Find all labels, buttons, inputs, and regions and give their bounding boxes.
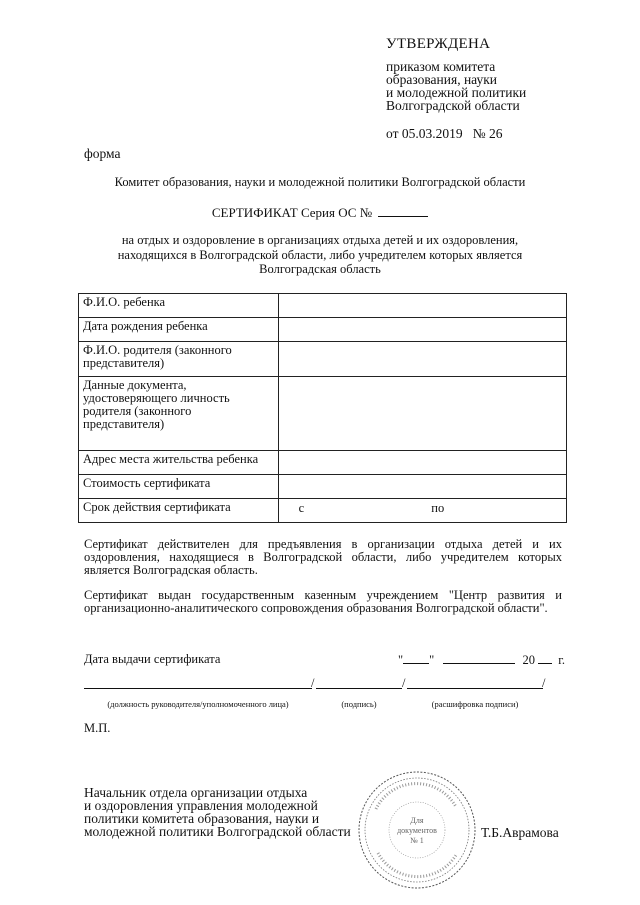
issue-date-field[interactable] <box>398 652 565 668</box>
certificate-data-table <box>78 293 567 523</box>
separator-slash: / <box>402 676 406 690</box>
row-label: Адрес места жительства ребенка <box>79 451 279 475</box>
position-caption: (должность руководителя/уполномоченного лица) <box>107 699 289 709</box>
chief-line: и оздоровления управления молодежной <box>84 798 318 813</box>
decoding-caption: (расшифровка подписи) <box>431 699 519 709</box>
table-row <box>79 342 567 377</box>
certificate-purpose <box>0 233 640 277</box>
issuer-paragraph: Сертификат выдан государственным казенным учреждением "Центр развития и организационно-аналитического сопровождения образования Волгоградской области". <box>84 588 562 615</box>
approval-line: приказом комитета <box>386 59 496 74</box>
issue-date-label: Дата выдачи сертификата <box>84 652 221 666</box>
stamp-text: № 1 <box>410 836 424 845</box>
chief-line: молодежной политики Волгоградской области <box>84 824 351 839</box>
year-suffix: г. <box>558 653 566 667</box>
issue-month-blank[interactable] <box>443 652 515 664</box>
validity-to-label: по <box>431 501 445 515</box>
row-value[interactable] <box>278 342 566 377</box>
signature-caption: (подпись) <box>341 699 377 709</box>
quote-close: " <box>429 653 435 667</box>
certificate-title <box>0 204 640 221</box>
row-label: Срок действия сертификата <box>79 499 279 523</box>
chief-surname: Т.Б.Аврамова <box>481 825 559 840</box>
approval-title: УТВЕРЖДЕНА <box>386 36 491 52</box>
committee-name: Комитет образования, науки и молодежной политики Волгоградской области <box>114 175 526 189</box>
chief-position <box>84 786 351 838</box>
row-value[interactable] <box>278 451 566 475</box>
row-label: Данные документа, удостоверяющего личность родителя (законного представителя) <box>79 377 279 451</box>
chief-line: политики комитета образования, науки и <box>84 811 320 826</box>
certificate-title-text: СЕРТИФИКАТ Серия ОС № <box>211 205 373 220</box>
approval-date: от 05.03.2019 № 26 <box>386 126 503 141</box>
row-value[interactable] <box>278 318 566 342</box>
row-label: Ф.И.О. ребенка <box>79 294 279 318</box>
approval-line: и молодежной политики <box>386 85 527 100</box>
validity-paragraph: Сертификат действителен для предъявления в организации отдыха детей и их оздоровления, находящиеся в Волгоградской области, либо учредителем которых является Волгоградская область. <box>84 537 562 577</box>
row-label: Стоимость сертификата <box>79 475 279 499</box>
row-label: Дата рождения ребенка <box>79 318 279 342</box>
form-label: форма <box>84 146 121 161</box>
validity-value[interactable] <box>278 499 566 523</box>
purpose-line: находящихся в Волгоградской области, либо учредителем которых является <box>117 247 523 262</box>
position-line[interactable] <box>84 688 312 689</box>
official-stamp-icon <box>356 769 478 891</box>
table-row <box>79 451 567 475</box>
signature-line[interactable] <box>316 688 402 689</box>
row-value[interactable] <box>278 475 566 499</box>
chief-line: Начальник отдела организации отдыха <box>84 785 308 800</box>
table-row <box>79 475 567 499</box>
year-prefix: 20 <box>522 653 535 667</box>
seal-place-label: М.П. <box>84 721 111 735</box>
row-value[interactable] <box>278 294 566 318</box>
separator-slash: / <box>542 676 546 690</box>
row-value[interactable] <box>278 377 566 451</box>
separator-slash: / <box>311 676 315 690</box>
purpose-line: Волгоградская область <box>259 262 381 276</box>
quote-open: " <box>398 653 404 667</box>
issue-year-blank[interactable] <box>538 652 552 664</box>
decoding-line[interactable] <box>407 688 543 689</box>
approval-order-text <box>386 60 526 112</box>
approval-line: образования, науки <box>386 72 498 87</box>
validity-from-label: с <box>298 501 305 515</box>
purpose-line: на отдых и оздоровление в организациях отдыха детей и их оздоровления, <box>121 233 519 247</box>
table-row <box>79 318 567 342</box>
table-row <box>79 499 567 523</box>
table-row <box>79 294 567 318</box>
stamp-text: Для <box>410 816 424 825</box>
stamp-text: документов <box>397 826 437 835</box>
certificate-number-field[interactable] <box>378 204 428 217</box>
row-label: Ф.И.О. родителя (законного представителя) <box>79 342 279 377</box>
table-row <box>79 377 567 451</box>
issue-day-blank[interactable] <box>403 652 429 664</box>
approval-line: Волгоградской области <box>386 98 520 113</box>
